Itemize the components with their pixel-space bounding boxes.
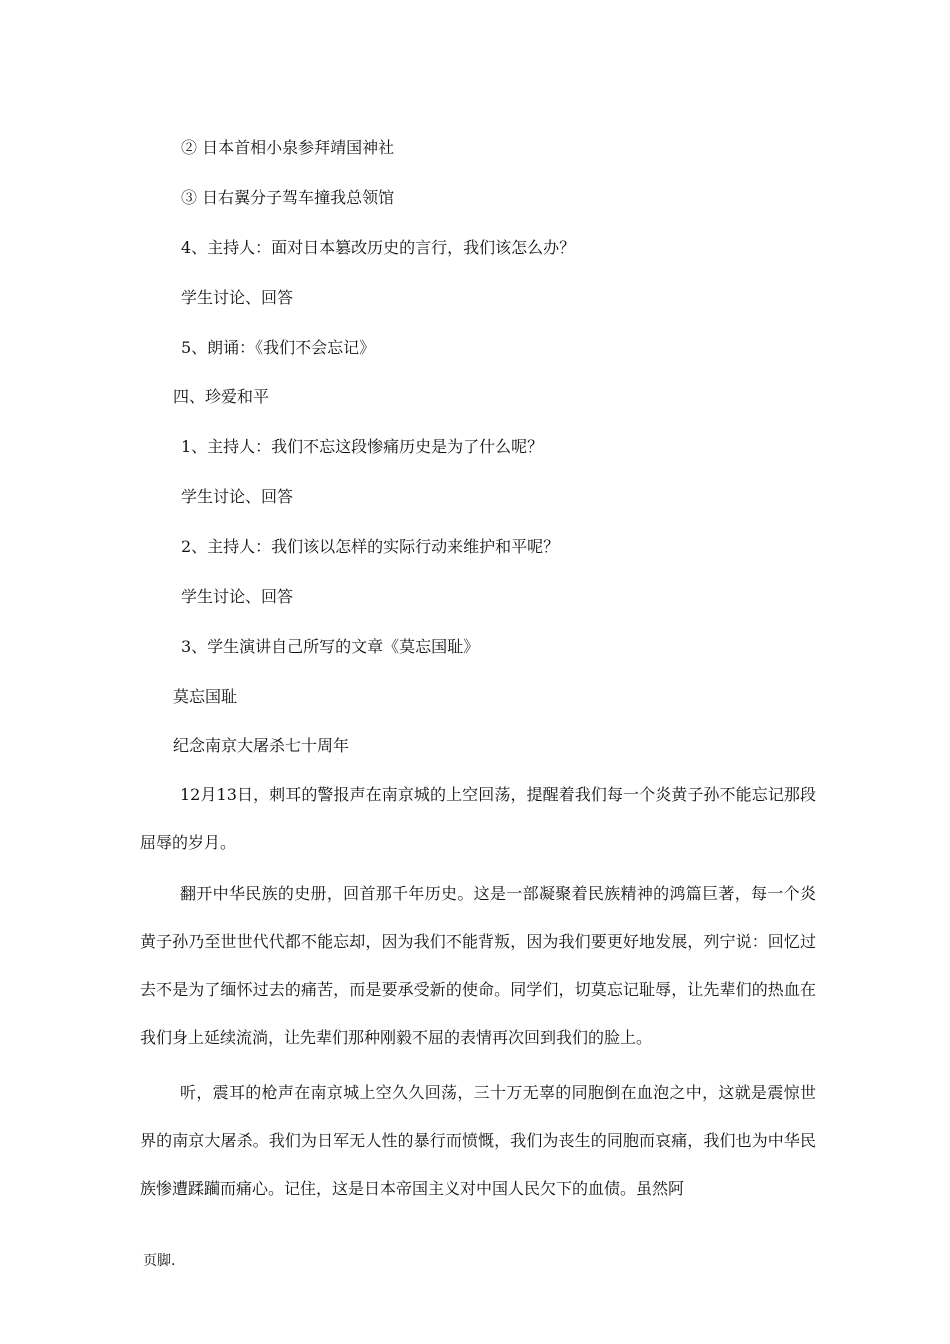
host-question-2: 2、主持人：我们该以怎样的实际行动来维护和平呢？ <box>181 537 560 556</box>
article-paragraph-3: 听，震耳的枪声在南京城上空久久回荡，三十万无辜的同胞倒在血泡之中，这就是震惊世界的南京大屠杀。我们为日军无人性的暴行而愤慨，我们为丧生的同胞而哀痛，我们也为中华民族惨遭蹂躏而痛心。记住，这是日本帝国主义对中国人民欠下的血债。虽然阿 <box>140 1083 816 1198</box>
list-item-3: ③ 日右翼分子驾车撞我总领馆 <box>181 188 395 207</box>
article-subtitle: 纪念南京大屠杀七十周年 <box>173 736 350 755</box>
section-heading: 四、珍爱和平 <box>173 387 270 406</box>
student-response: 学生讨论、回答 <box>181 487 294 506</box>
student-response: 学生讨论、回答 <box>181 587 294 606</box>
recitation-item-5: 5、朗诵：《我们不会忘记》 <box>181 338 376 357</box>
student-response: 学生讨论、回答 <box>181 288 294 307</box>
host-question-4: 4、主持人：面对日本篡改历史的言行，我们该怎么办？ <box>181 238 576 257</box>
list-item-2: ② 日本首相小泉参拜靖国神社 <box>181 138 395 157</box>
speech-item-3: 3、学生演讲自己所写的文章《莫忘国耻》 <box>181 637 480 656</box>
page-footer: 页脚. <box>143 1253 176 1269</box>
article-paragraph-1: 12月13日，刺耳的警报声在南京城的上空回荡，提醒着我们每一个炎黄子孙不能忘记那段屈辱的岁月。 <box>140 785 816 852</box>
article-title: 莫忘国耻 <box>173 687 238 706</box>
host-question-1: 1、主持人：我们不忘这段惨痛历史是为了什么呢？ <box>181 437 544 456</box>
article-paragraph-2: 翻开中华民族的史册，回首那千年历史。这是一部凝聚着民族精神的鸿篇巨著，每一个炎黄子孙乃至世世代代都不能忘却，因为我们不能背叛，因为我们要更好地发展，列宁说：回忆过去不是为了缅怀过去的痛苦，而是要承受新的使命。同学们，切莫忘记耻辱，让先辈们的热血在我们身上延续流淌，让先辈们那种刚毅不屈的表情再次回到我们的脸上。 <box>140 884 816 1047</box>
